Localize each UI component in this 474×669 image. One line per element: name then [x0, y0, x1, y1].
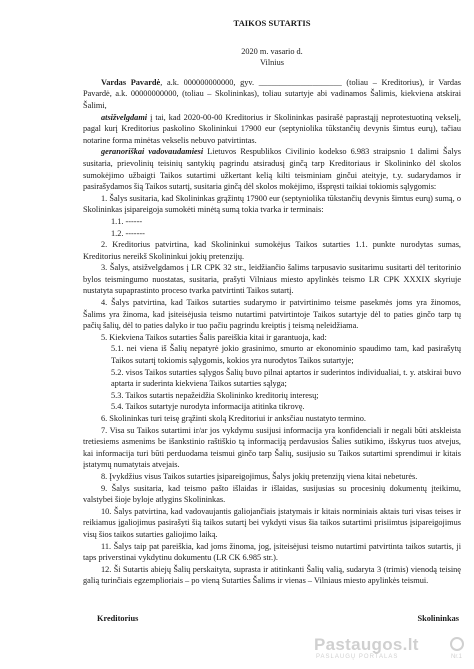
clause-1-sub-1: 1.1. ------ — [111, 216, 143, 226]
parties-paragraph — [83, 77, 461, 112]
clause-7: 7. Visa su Taikos sutartimi ir/ar jos vykdymu susijusi informacija yra konfidenciali ir negali būti atskleista tretiesiems asmenims be išankstinio raštiškio tą informaciją perdavusios Šalies sutikimo, išskyrus tuos atvejus, kai informacija turi būti perduodama teismui ginčo tarp Šalių, susijusio su Taikos sutartimi sprendimui ir kitais įstatymų numatytais atvejais. — [83, 425, 461, 470]
clause-6: 6. Skolininkas turi teisę grąžinti skolą Kreditoriui ir anksčiau nustatyto termino. — [101, 414, 366, 423]
contract-document — [83, 12, 461, 625]
watermark-logo-icon — [450, 637, 464, 651]
clause-3: 3. Šalys, atsižvelgdamos į LR CPK 32 str., leidžiančio šalims tarpusavio susitarimu susitarti dėl teritorinio bylos teismingumo nuostatas, susitaria, prašyti Vilniaus miesto apylinkės teismo LR CPK XXXIX skyriuje nustatyta supaprastinto proceso tvarka patvirtinti Taikos sutartį. — [83, 263, 461, 296]
clause-5-sub-4: 5.4. Taikos sutartyje nurodyta informacija atitinka tikrovę. — [111, 402, 305, 412]
clause-1: 1. Šalys susitaria, kad Skolininkas grąžintų 17900 eur (septyniolika tūkstančių devynis šimtus eurų) sumą, o Skolininkas įsipareigoja sumokėti minėtą sumą tokia tvarka ir terminais: — [83, 193, 461, 215]
clause-5: 5. Kiekviena Taikos sutarties Šalis pareiškia kitai ir garantuoja, kad: — [101, 332, 327, 342]
guided-lead: geranoriškai vadovaudamiesi — [101, 147, 204, 157]
clause-2: 2. Kreditorius patvirtina, kad Skolininkui sumokėjus Taikos sutarties 1.1. punkte nurodytas sumas, Kreditorius nereikš Skolininkui jokių pretenzijų. — [83, 240, 461, 261]
consider-paragraph — [83, 112, 461, 147]
creditor-name: Vardas Pavardė — [101, 77, 161, 87]
watermark-sub: PASLAUGŲ PORTALAS — [316, 654, 399, 660]
clause-list — [83, 193, 461, 587]
consider-text: į tai, kad 2020-00-00 Kreditorius ir Skolininkas pasirašė paprastąjį neprotestuotiną vekselį, pagal kurį Kreditorius paskolino Skolininkui 17900 eur (septyniolika tūkstančių devynis šimtus eurų), tačiau notarine forma minėtas vekselis nebuvo patvirtintas. — [83, 112, 461, 145]
document-title: TAIKOS SUTARTIS — [233, 18, 311, 28]
clause-5-sub-3: 5.3. Taikos sutartis nepažeidžia Skolininko kreditorių interesų; — [111, 390, 319, 400]
clause-5-sub-1: 5.1. nei viena iš Šalių nepatyrė jokio grasinimo, smurto ar ekonominio spaudimo tam, kad pasirašytų Taikos sutartį tokiomis sąlygomis, kokios yra nurodytos Taikos sutartyje; — [111, 344, 461, 366]
clause-11: 11. Šalys taip pat pareiškia, kad joms žinoma, jog, įsiteisėjusi teismo nutartimi patvirtinta taikos sutartis, ji taps priverstinai vykdytinu dokumentu (LR CK 6.985 str.). — [83, 541, 461, 563]
signature-creditor: Kreditorius — [97, 613, 139, 623]
signature-block — [83, 613, 461, 625]
city-line: Vilnius — [260, 58, 284, 68]
clause-10: 10. Šalys patvirtina, kad vadovaujantis galiojančiais įstatymais ir kitais norminiais aktais turi visas teises ir reikiamus įgaliojimus pasirašyti šią taikos sutartį bei vykdyti visus šia taikos sutartimi prisiimtus įsipareigojimus visų šios taikos sutarties galiojimo laiką. — [83, 506, 461, 539]
parties-text: , a.k. 000000000000, gyv. ____________________ (toliau – Kreditorius), ir Vardas Pavardė, a.k. 00000000000, (toliau – Skolininkas), toliau sutartyje abi vadinamos Šalimis, kiekviena atskirai Šalimi, — [83, 77, 461, 110]
clause-5-sub-2: 5.2. visos Taikos sutarties sąlygos Šalių buvo pilnai aptartos ir suderintos individualiai, t. y. atskirai buvo aptarta ir suderinta kiekviena Taikos sutarties sąlyga; — [111, 367, 461, 389]
watermark-main: Pastaugos.lt — [314, 635, 419, 654]
clause-12: 12. Ši Sutartis abiejų Šalių perskaityta, suprasta ir atitinkanti Šalių valią, sudaryta 3 (trimis) vienodą teisinę galią turinčiais egzemplioriais – po vieną Sutarties Šalims ir vienas – Vilniaus miesto apylinkės teismui. — [83, 564, 461, 586]
clause-8: 8. Įvykdžius visus Taikos sutarties įsipareigojimus, Šalys jokių pretenzijų viena kitai nebeturės. — [101, 471, 418, 481]
signature-debtor: Skolininkas — [417, 613, 459, 623]
clause-9: 9. Šalys susitaria, kad teismo pašto išlaidas ir išlaidas, susijusias su procesinių dokumentų įteikimu, valstybei šioje byloje atlygins Skolininkas. — [83, 483, 461, 505]
date-line: 2020 m. vasario d. — [241, 46, 303, 56]
guided-paragraph — [83, 146, 461, 192]
guided-text: Lietuvos Respublikos Civilinio kodekso 6.983 straipsnio 1 dalimi Šalys susitaria, prievolinių teisinių santykių pagrindu atsiradusį ginčą tarp Kreditoriaus ir Skolininko dėl skolos sumokėjimo užbaigti Taikos sutartimi užkertant kelią kilti teisminiam ginčui ateityje, t.y. sudarydamos ir pasirašydamos šią Taikos sutartį, susitaria ginčą dėl skolos mokėjimo, išspręsti taikiai tokiomis sąlygomis: — [83, 147, 461, 192]
clause-4: 4. Šalys patvirtina, kad Taikos sutarties sudarymo ir patvirtinimo teisme pasekmės joms yra žinomos, Šalims yra žinoma, kad įsiteisėjusia teismo nutartimi patvirtintoje Taikos sutartyje dėl to paties ginčo tarp tų pačių šalių, dėl to paties dalyko ir tuo pačiu pagrindu kreiptis į teismą neleidžiama. — [83, 298, 461, 331]
clause-1-sub-2: 1.2. ------- — [111, 228, 145, 238]
watermark-number: Nr.1 — [450, 654, 462, 660]
watermark — [314, 635, 464, 663]
consider-lead: atsižvelgdami — [101, 112, 148, 122]
